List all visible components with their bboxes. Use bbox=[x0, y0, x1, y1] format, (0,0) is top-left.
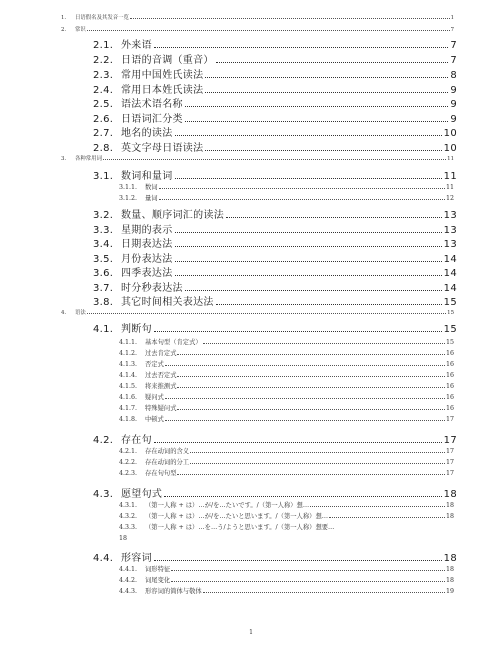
toc-entry-page: 7 bbox=[450, 27, 454, 33]
dot-leader bbox=[87, 26, 450, 31]
dot-leader bbox=[175, 254, 442, 262]
toc-entry-level-2[interactable] bbox=[93, 36, 457, 49]
toc-entry-page: 9 bbox=[450, 99, 457, 108]
toc-entry-title: 特殊疑问式 bbox=[145, 405, 177, 412]
dot-leader bbox=[329, 513, 445, 518]
toc-entry-title: 中顿式 bbox=[145, 416, 164, 423]
toc-entry-number: 3.6. bbox=[93, 268, 114, 277]
dot-leader bbox=[203, 588, 445, 593]
dot-leader bbox=[205, 143, 441, 151]
toc-entry-page: 15 bbox=[447, 310, 454, 316]
toc-entry-page: 18 bbox=[445, 577, 454, 584]
toc-entry-level-2[interactable] bbox=[93, 431, 457, 444]
toc-entry-level-1[interactable] bbox=[61, 154, 454, 162]
toc-entry-title: 疑问式 bbox=[145, 394, 164, 401]
toc-entry-level-3[interactable] bbox=[119, 193, 454, 202]
toc-entry-level-2[interactable] bbox=[93, 235, 457, 248]
toc-entry-title: 各种常用词 bbox=[75, 156, 102, 162]
toc-entry-level-1[interactable] bbox=[61, 308, 454, 316]
toc-entry-title: 地名的读法 bbox=[121, 128, 173, 137]
dot-leader bbox=[175, 128, 442, 136]
toc-entry-title: 四季表达法 bbox=[121, 268, 173, 277]
toc-entry-level-3[interactable] bbox=[119, 381, 454, 390]
dot-leader bbox=[216, 55, 449, 63]
dot-leader bbox=[165, 416, 445, 421]
dot-leader bbox=[164, 489, 441, 497]
dot-leader bbox=[203, 339, 445, 344]
toc-entry-level-2[interactable] bbox=[93, 293, 457, 306]
dot-leader bbox=[103, 155, 446, 160]
page-number: 1 bbox=[249, 629, 253, 636]
toc-entry-title: 常用中国姓氏读法 bbox=[121, 70, 204, 79]
toc-entry-title: 存在动词的含义 bbox=[145, 448, 190, 455]
toc-entry-number: 4.2.2. bbox=[119, 459, 138, 466]
toc-entry-title: 存在动词的分工 bbox=[145, 459, 190, 466]
toc-entry-page: 10 bbox=[443, 128, 457, 137]
toc-entry-number: 3.8. bbox=[93, 297, 114, 306]
toc-entry-level-3[interactable] bbox=[119, 511, 454, 520]
toc-entry-title: 将来推测式 bbox=[145, 383, 177, 390]
dot-leader bbox=[154, 324, 442, 332]
toc-entry-page: 9 bbox=[450, 85, 457, 94]
dot-leader bbox=[190, 459, 445, 464]
toc-entry-number: 4.2.3. bbox=[119, 470, 138, 477]
toc-entry-page: 16 bbox=[445, 394, 454, 401]
toc-entry-level-3[interactable] bbox=[119, 564, 454, 573]
toc-entry-level-3[interactable] bbox=[119, 500, 454, 509]
toc-entry-level-2[interactable] bbox=[93, 250, 457, 263]
toc-entry-level-3[interactable] bbox=[119, 337, 454, 346]
toc-entry-level-3[interactable] bbox=[119, 457, 454, 466]
toc-entry-level-2[interactable] bbox=[93, 485, 457, 498]
toc-entry-page: 9 bbox=[450, 114, 457, 123]
toc-entry-title: 常识 bbox=[75, 27, 86, 33]
toc-entry-level-3[interactable] bbox=[119, 392, 454, 401]
toc-entry-page: 17 bbox=[445, 448, 454, 455]
toc-entry-title: （第一人称 + は）…が/を…たいです。/（第一人称）想… bbox=[145, 502, 310, 509]
toc-entry-number: 2.2. bbox=[93, 55, 114, 64]
toc-entry-level-3[interactable] bbox=[119, 359, 454, 368]
toc-entry-level-2[interactable] bbox=[93, 279, 457, 292]
toc-entry-number: 3.1.1. bbox=[119, 184, 138, 191]
toc-entry-number: 4.1.1. bbox=[119, 339, 138, 346]
toc-entry-page: 14 bbox=[443, 254, 457, 263]
toc-entry-level-3[interactable] bbox=[119, 414, 454, 423]
toc-entry-level-3[interactable] bbox=[119, 586, 454, 595]
dot-leader bbox=[175, 171, 442, 179]
toc-entry-title: 语法 bbox=[75, 310, 86, 316]
dot-leader bbox=[226, 210, 442, 218]
toc-entry-number: 3.1.2. bbox=[119, 195, 138, 202]
dot-leader bbox=[205, 85, 448, 93]
toc-entry-number: 3.4. bbox=[93, 239, 114, 248]
toc-entry-page: 7 bbox=[450, 40, 457, 49]
toc-entry-page: 12 bbox=[445, 195, 454, 202]
toc-entry-title: 词形特征 bbox=[145, 566, 171, 573]
toc-entry-level-2[interactable] bbox=[93, 320, 457, 333]
dot-leader bbox=[177, 405, 445, 410]
toc-entry-number: 2.1. bbox=[93, 40, 114, 49]
toc-entry-number: 4.1. bbox=[93, 324, 114, 333]
dot-leader bbox=[185, 99, 449, 107]
toc-entry-level-3[interactable] bbox=[119, 522, 454, 544]
toc-entry-page: 15 bbox=[443, 324, 457, 333]
toc-entry-title: （第一人称 + は）…を…う/ようと思います。/（第一人称）想要… bbox=[145, 524, 335, 531]
toc-entry-title: 存在句 bbox=[121, 435, 152, 444]
toc-entry-page: 18 bbox=[119, 535, 128, 542]
toc-entry-title: 月份表达法 bbox=[121, 254, 173, 263]
toc-entry-number: 4.1.6. bbox=[119, 394, 138, 401]
dot-leader bbox=[175, 225, 442, 233]
toc-entry-title: 愿望句式 bbox=[121, 489, 163, 498]
toc-entry-page: 18 bbox=[445, 513, 454, 520]
toc-entry-number: 4.1.5. bbox=[119, 383, 138, 390]
toc-entry-number: 1. bbox=[61, 15, 67, 21]
dot-leader bbox=[185, 283, 442, 291]
toc-entry-page: 19 bbox=[445, 588, 454, 595]
dot-leader bbox=[177, 470, 445, 475]
toc-entry-page: 17 bbox=[445, 416, 454, 423]
dot-leader bbox=[154, 435, 442, 443]
toc-entry-page: 14 bbox=[443, 268, 457, 277]
toc-entry-page: 15 bbox=[443, 297, 457, 306]
toc-entry-level-3[interactable] bbox=[119, 182, 454, 191]
dot-leader bbox=[171, 577, 445, 582]
dot-leader bbox=[177, 350, 445, 355]
toc-entry-title: 日语假名及其发音一览 bbox=[75, 15, 129, 21]
toc-entry-title: 英文字母日语读法 bbox=[121, 143, 204, 152]
toc-entry-number: 4.4.1. bbox=[119, 566, 138, 573]
toc-entry-page: 16 bbox=[445, 383, 454, 390]
toc-entry-number: 2.7. bbox=[93, 128, 114, 137]
toc-entry-number: 3.2. bbox=[93, 210, 114, 219]
dot-leader bbox=[190, 448, 445, 453]
toc-entry-title: 形容词 bbox=[121, 553, 152, 562]
toc-entry-title: 否定式 bbox=[145, 361, 164, 368]
toc-entry-level-2[interactable] bbox=[93, 221, 457, 234]
dot-leader bbox=[177, 383, 445, 388]
toc-entry-level-2[interactable] bbox=[93, 95, 457, 108]
toc-entry-number: 4.3.1. bbox=[119, 502, 138, 509]
toc-entry-title: 数词和量词 bbox=[121, 171, 173, 180]
toc-entry-title: 存在句句型 bbox=[145, 470, 177, 477]
toc-entry-number: 4.1.8. bbox=[119, 416, 138, 423]
dot-leader bbox=[154, 40, 448, 48]
toc-entry-title: 日语的音调（重音） bbox=[121, 55, 214, 64]
toc-entry-title: 时分秒表达法 bbox=[121, 283, 183, 292]
toc-entry-title: 量词 bbox=[145, 195, 158, 202]
toc-entry-number: 4.4.2. bbox=[119, 577, 138, 584]
toc-entry-number: 3.1. bbox=[93, 171, 114, 180]
toc-entry-level-2[interactable] bbox=[93, 81, 457, 94]
dot-leader bbox=[205, 70, 448, 78]
toc-entry-level-1[interactable] bbox=[61, 25, 454, 33]
toc-entry-title: 形容词的简体与敬体 bbox=[145, 588, 202, 595]
dot-leader bbox=[159, 195, 445, 200]
toc-entry-page: 1 bbox=[450, 15, 454, 21]
toc-entry-page: 7 bbox=[450, 55, 457, 64]
toc-entry-number: 4.4.3. bbox=[119, 588, 138, 595]
dot-leader bbox=[310, 502, 445, 507]
dot-leader bbox=[216, 297, 442, 305]
toc-entry-level-2[interactable] bbox=[93, 167, 457, 180]
toc-entry-number: 4.2.1. bbox=[119, 448, 138, 455]
toc-entry-title: 外来语 bbox=[121, 40, 152, 49]
toc-entry-level-3[interactable] bbox=[119, 575, 454, 584]
toc-entry-number: 4.4. bbox=[93, 553, 114, 562]
toc-entry-page: 13 bbox=[443, 225, 457, 234]
toc-entry-number: 4.1.7. bbox=[119, 405, 138, 412]
toc-entry-page: 17 bbox=[443, 435, 457, 444]
dot-leader bbox=[87, 309, 446, 314]
dot-leader bbox=[154, 553, 442, 561]
toc-entry-number: 3.5. bbox=[93, 254, 114, 263]
toc-entry-page: 18 bbox=[443, 489, 457, 498]
toc-entry-page: 16 bbox=[445, 361, 454, 368]
toc-entry-level-3[interactable] bbox=[119, 403, 454, 412]
toc-entry-number: 3.7. bbox=[93, 283, 114, 292]
toc-entry-level-3[interactable] bbox=[119, 370, 454, 379]
toc-entry-number: 2.3. bbox=[93, 70, 114, 79]
toc-entry-number: 3. bbox=[61, 156, 67, 162]
dot-leader bbox=[185, 114, 449, 122]
toc-entry-title: 日期表达法 bbox=[121, 239, 173, 248]
toc-entry-number: 4.1.4. bbox=[119, 372, 138, 379]
toc-entry-title: 常用日本姓氏读法 bbox=[121, 85, 204, 94]
toc-entry-title: 过去否定式 bbox=[145, 372, 177, 379]
toc-entry-title: 语法术语名称 bbox=[121, 99, 183, 108]
dot-leader bbox=[175, 239, 442, 247]
toc-entry-level-3[interactable] bbox=[119, 348, 454, 357]
toc-entry-page: 18 bbox=[445, 566, 454, 573]
toc-entry-page: 16 bbox=[445, 372, 454, 379]
toc-entry-title: 基本句型（肯定式） bbox=[145, 339, 202, 346]
toc-entry-level-2[interactable] bbox=[93, 139, 457, 152]
toc-entry-page: 10 bbox=[443, 143, 457, 152]
toc-entry-level-2[interactable] bbox=[93, 110, 457, 123]
toc-entry-number: 2.6. bbox=[93, 114, 114, 123]
dot-leader bbox=[165, 361, 445, 366]
toc-entry-level-3[interactable] bbox=[119, 446, 454, 455]
toc-entry-title: 过去肯定式 bbox=[145, 350, 177, 357]
toc-entry-number: 2.8. bbox=[93, 143, 114, 152]
toc-entry-title: 日语词汇分类 bbox=[121, 114, 183, 123]
toc-entry-title: 星期的表示 bbox=[121, 225, 173, 234]
toc-entry-number: 4.1.2. bbox=[119, 350, 138, 357]
toc-entry-number: 4.2. bbox=[93, 435, 114, 444]
toc-entry-number: 4.1.3. bbox=[119, 361, 138, 368]
toc-entry-level-2[interactable] bbox=[93, 124, 457, 137]
toc-entry-level-3[interactable] bbox=[119, 468, 454, 477]
toc-entry-page: 18 bbox=[445, 502, 454, 509]
toc-entry-level-2[interactable] bbox=[93, 206, 457, 219]
toc-entry-number: 3.3. bbox=[93, 225, 114, 234]
toc-entry-number: 4.3. bbox=[93, 489, 114, 498]
dot-leader bbox=[175, 268, 442, 276]
dot-leader bbox=[171, 566, 445, 571]
toc-entry-page: 17 bbox=[445, 470, 454, 477]
toc-entry-page: 11 bbox=[447, 156, 454, 162]
toc-entry-page: 13 bbox=[443, 210, 457, 219]
dot-leader bbox=[165, 394, 445, 399]
toc-entry-page: 15 bbox=[445, 339, 454, 346]
toc-entry-number: 4.3.3. bbox=[119, 524, 138, 531]
toc-entry-number: 4. bbox=[61, 310, 67, 316]
dot-leader bbox=[177, 372, 445, 377]
toc-entry-page: 16 bbox=[445, 350, 454, 357]
toc-entry-title: 词尾变化 bbox=[145, 577, 171, 584]
toc-entry-number: 4.3.2. bbox=[119, 513, 138, 520]
toc-entry-level-2[interactable] bbox=[93, 549, 457, 562]
toc-entry-number: 2.4. bbox=[93, 85, 114, 94]
toc-entry-level-2[interactable] bbox=[93, 66, 457, 79]
toc-entry-level-1[interactable] bbox=[61, 13, 454, 21]
toc-entry-page: 13 bbox=[443, 239, 457, 248]
toc-entry-page: 16 bbox=[445, 405, 454, 412]
toc-entry-page: 11 bbox=[443, 171, 457, 180]
toc-entry-number: 2.5. bbox=[93, 99, 114, 108]
toc-entry-page: 18 bbox=[443, 553, 457, 562]
toc-entry-number: 2. bbox=[61, 27, 67, 33]
toc-entry-page: 8 bbox=[450, 70, 457, 79]
dot-leader bbox=[130, 14, 450, 19]
toc-entry-title: 数量、顺序词汇的读法 bbox=[121, 210, 224, 219]
dot-leader bbox=[159, 184, 445, 189]
toc-entry-level-2[interactable] bbox=[93, 264, 457, 277]
toc-entry-level-2[interactable] bbox=[93, 51, 457, 64]
toc-entry-page: 11 bbox=[445, 184, 454, 191]
toc-entry-title: 其它时间相关表达法 bbox=[121, 297, 214, 306]
toc-entry-title: （第一人称 + は）…が/を…たいと思います。/（第一人称）想… bbox=[145, 513, 329, 520]
toc-entry-page: 17 bbox=[445, 459, 454, 466]
toc-entry-page: 14 bbox=[443, 283, 457, 292]
toc-entry-title: 数词 bbox=[145, 184, 158, 191]
toc-entry-title: 判断句 bbox=[121, 324, 152, 333]
